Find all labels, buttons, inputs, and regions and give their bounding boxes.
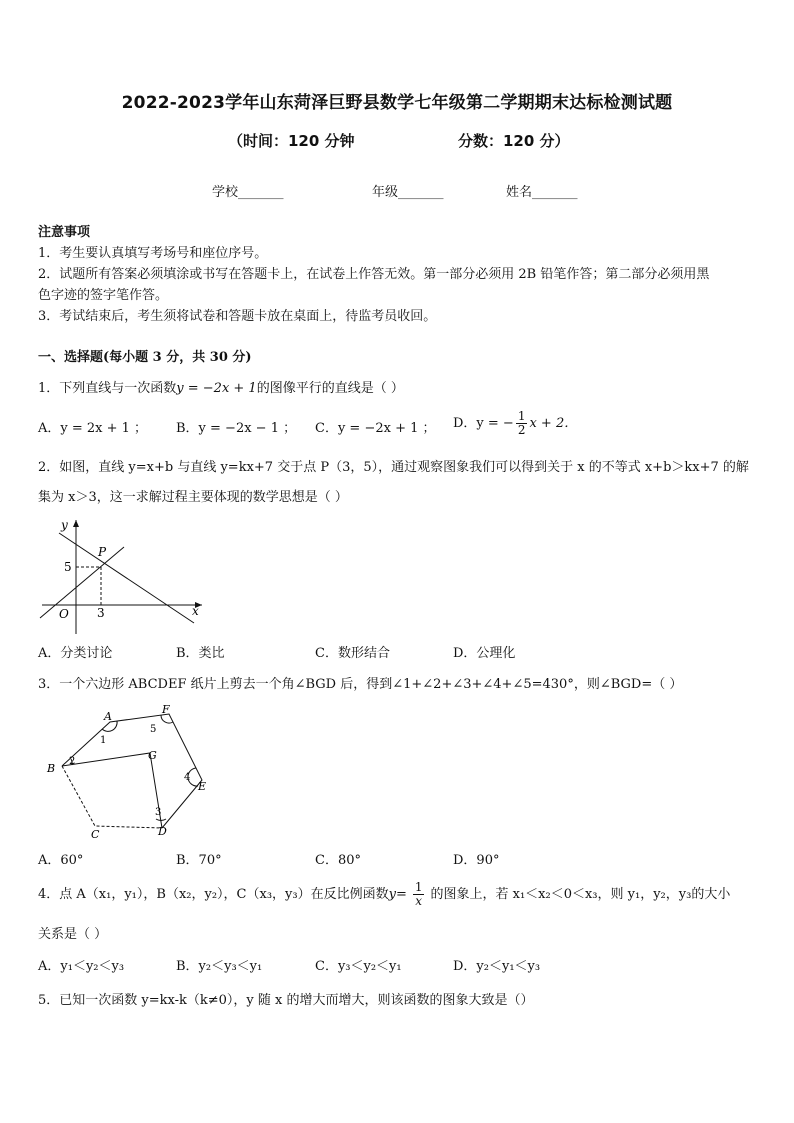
x-tick-label: 3 (97, 606, 105, 620)
q2-option-b: B．类比 (176, 646, 225, 661)
q1-option-a: A．y = 2x + 1 ； (38, 421, 148, 436)
q2-graph-figure (32, 514, 208, 638)
exam-score: 分数：120 分） (458, 132, 570, 150)
y-tick-label: 5 (64, 560, 72, 574)
section-heading: 一、选择题(每小题 3 分，共 30 分) (38, 350, 252, 365)
q1-option-c: C．y = −2x + 1 ； (315, 421, 436, 436)
notice-heading: 注意事项 (38, 225, 91, 240)
angle-5-label: 5 (150, 724, 157, 735)
q4-option-c: C．y₃＜y₂＜y₁ (315, 959, 402, 974)
question-4-stem-cont: 关系是（ ） (38, 927, 108, 942)
q3-option-a: A．60° (38, 853, 84, 868)
vertex-c-label: C (91, 828, 100, 841)
angle-4-label: 4 (184, 772, 191, 783)
vertex-e-label: E (198, 780, 207, 793)
vertex-g-label: G (148, 749, 157, 762)
exam-time: （时间：120 分钟 (228, 132, 355, 150)
vertex-f-label: F (162, 703, 170, 716)
vertex-d-label: D (158, 825, 167, 838)
angle-1-label: 1 (100, 735, 107, 746)
question-2-stem: 2．如图，直线 y=x+b 与直线 y=kx+7 交于点 P（3，5），通过观察图象我们可以得到关于 x 的不等式 x+b＞kx+7 的解 (38, 460, 749, 475)
question-3-stem: 3．一个六边形 ABCDEF 纸片上剪去一个角∠BGD 后，得到∠1+∠2+∠3+∠4+∠5=430°，则∠BGD=（ ） (38, 677, 683, 692)
q2-option-d: D．公理化 (453, 646, 516, 661)
q1-option-d: D．y = − $\frac{1}{2}$ x + 2． (453, 409, 578, 437)
question-1-stem: 1．下列直线与一次函数y = −2x + 1的图像平行的直线是（ ） (38, 381, 404, 396)
q2-option-c: C．数形结合 (315, 646, 390, 661)
q3-hexagon-figure (44, 702, 214, 844)
y-axis-label: y (61, 518, 68, 532)
vertex-b-label: B (47, 762, 56, 775)
notice-item: 3．考试结束后，考生须将试卷和答题卡放在桌面上，待监考员收回。 (38, 309, 437, 324)
notice-item: 色字迹的签字笔作答。 (38, 288, 169, 303)
q4-option-a: A．y₁＜y₂＜y₃ (38, 959, 125, 974)
q2-option-a: A．分类讨论 (38, 646, 113, 661)
angle-2-label: 2 (69, 756, 76, 767)
notice-item: 2．试题所有答案必须填涂或书写在答题卡上，在试卷上作答无效。第一部分必须用 2B 铅笔作答；第二部分必须用黑 (38, 267, 710, 282)
vertex-a-label: A (104, 710, 112, 723)
q1-option-b: B．y = −2x − 1 ； (176, 421, 297, 436)
origin-label: O (59, 607, 69, 621)
page-title: 2022-2023学年山东菏泽巨野县数学七年级第二学期期末达标检测试题 (121, 93, 673, 113)
x-axis-label: x (192, 604, 199, 618)
angle-3-label: 3 (155, 807, 162, 818)
q3-option-b: B．70° (176, 853, 222, 868)
q3-option-d: D．90° (453, 853, 500, 868)
school-field: 学校_______ (212, 185, 284, 200)
q4-option-d: D．y₂＜y₁＜y₃ (453, 959, 541, 974)
point-p-label: P (98, 545, 107, 559)
question-2-stem-cont: 集为 x＞3，这一求解过程主要体现的数学思想是（ ） (38, 490, 348, 505)
q4-option-b: B．y₂＜y₃＜y₁ (176, 959, 263, 974)
notice-item: 1．考生要认真填写考场号和座位序号。 (38, 246, 268, 261)
name-field: 姓名_______ (506, 185, 578, 200)
question-5-stem: 5．已知一次函数 y=kx-k（k≠0），y 随 x 的增大而增大，则该函数的图象大致是（） (38, 993, 534, 1008)
question-4-stem: 4．点 A（x₁，y₁），B（x₂，y₂），C（x₃，y₃）在反比例函数y= $\frac{1}{x}$ 的图象上，若 x₁＜x₂＜0＜x₃，则 y₁，y₂，y₃的大小 (38, 880, 731, 908)
q3-option-c: C．80° (315, 853, 361, 868)
grade-field: 年级_______ (372, 185, 444, 200)
